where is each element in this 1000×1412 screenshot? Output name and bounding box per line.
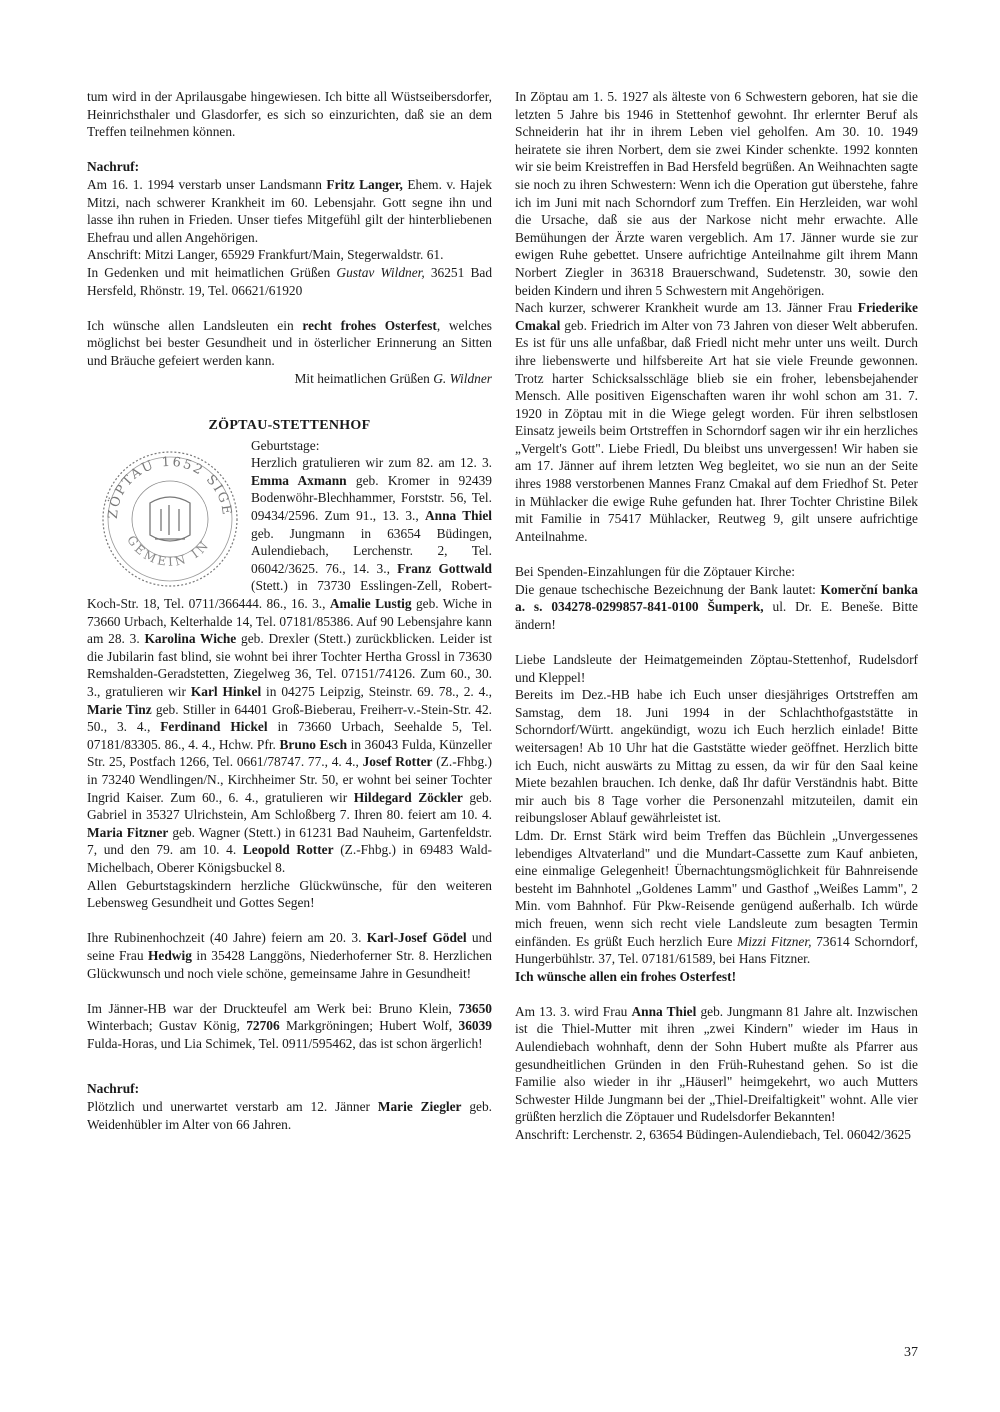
meeting-greeting: Liebe Landsleute der Heimatgemeinden Zöptau-Stettenhof, Rudelsdorf und Kleppel! bbox=[515, 652, 918, 685]
obituary-ziegler: Nachruf: Plötzlich und unerwartet verstarb am 12. Jänner Marie Ziegler geb. Weidenhübler im Alter von 66 Jahren. bbox=[87, 1081, 492, 1132]
obituary-text: Am 16. 1. 1994 verstarb unser Landsmann Fritz Langer, Ehem. v. Hajek Mitzi, nach schwerer Krankheit im 60. Lebensjahr. Gott segne ihn und lasse ihn ruhen in Frieden. Unser tiefes Mitgefühl gilt der hinterbliebenen Ehefrau und allen Angehörigen. bbox=[87, 176, 492, 245]
obituary-heading: Nachruf: bbox=[87, 159, 140, 175]
ziegler-biography: In Zöptau am 1. 5. 1927 als älteste von 6 Schwestern geboren, hat sie die letzten 5 Jahre bis 1946 in Stettenhof gewohnt. Ihr erlernter Beruf als Schneiderin hat ihr in ihrem Leben viel geholfen. Am 30. 10. 1949 heiratete sie ihren Norbert, dem sie zwei Kinder schenkte. 1992 konnten wir sie beim Kreistreffen in Bad Hersfeld begrüßen. An Weihnachten sagte sie noch zu ihren Schwestern: Wenn ich die Operation gut überstehe, fahre ich im Juni mit nach Schorndorf zum Treffen. Ein Herzleiden, war wohl die Ursache, daß sie aus der Narkose nicht mehr erwachte. Alle Bemühungen der Ärzte waren vergeblich. Am 17. Jänner wurde sie zur ewigen Ruhe gebettet. Unsere aufrichtige Anteilnahme gilt ihrem Mann Norbert Ziegler in 36318 Brauerschwand, Sudetenstr. 30, sowie den beiden Kindern und ihren 5 Schwestern mit Angehörigen. bbox=[515, 89, 918, 298]
left-column bbox=[87, 88, 492, 1133]
page-number: 37 bbox=[904, 1345, 918, 1360]
meeting-announcement: Liebe Landsleute der Heimatgemeinden Zöptau-Stettenhof, Rudelsdorf und Kleppel! Bereits im Dez.-HB habe ich Euch unser diesjähriges Ortstreffen am Samstag, dem 18. Juni 1994 in der Schlachthofgaststätte in Schorndorf/Württ. angekündigt, wozu ich Euch herzlich einlade! Bitte weitersagen! Ab 10 Uhr hat die Gaststätte wieder geöffnet. Herzlich bitte ich Euch, nicht auswärts zu Mittag zu essen, da wir für den Saal keine Miete bezahlen brauchen. Ich denke, daß Ihr dafür Verständnis habt. Bitte mir auch bis 8 Tage vorher die Personenzahl mitzuteilen, damit ein reibungsloser Ablauf gewährleistet ist. Ldm. Dr. Ernst Stärk wird beim Treffen das Büchlein „Unvergessenes lebendiges Altvaterland" und die Mundart-Cassette zum Kauf anbieten, eine einmalige Gelegenheit! Übernachtungsmöglichkeit für Bahnreisende besteht im Bahnhotel „Goldenes Lamm" und Gasthof „Weißes Lamm", 2 Min. vom Bahnhof. Für Pkw-Reisende genügend außerhalb. Ich würde mich freuen, wenn sich recht viele Landsleute zum besagten Termin einfänden. Es grüßt Euch herzlich Eure Mizzi Fitzner, 73614 Schorndorf, Hungerbühlstr. 37, Tel. 07181/61589, bei Hans Fitzner. Ich wünsche allen ein frohes Osterfest! bbox=[515, 652, 918, 984]
obituary-cmakal: Nach kurzer, schwerer Krankheit wurde am 13. Jänner Frau Friederike Cmakal geb. Friedrich im Alter von 73 Jahren von dieser Welt abberufen. Es ist für uns alle unfaßbar, daß Friedl nicht mehr unter uns weilt. Durch ihre liebenswerte und hilfsbereite Art hat sie viele Freunde gewonnen. Trotz harter Schicksalsschläge blieb sie ein froher, lebensbejahender Mensch. Alle positiven Eigenschaften waren ihr wohl schon am 31. 7. 1920 in Zöptau mit in die Wiege gelegt worden. Für ihren selbstlosen Einsatz jeweils beim Ortstreffen in Schorndorf sagen wir ihr ein herzliches „Vergelt's Gott". Liebe Friedl, Du bleibst uns unvergessen! Wir haben sie am 17. Jänner auf ihrem letzten Weg begleitet, wo sie nun an der Seite ihres 1988 verstorbenen Mannes Franz Cmakal auf dem Friedhof St. Peter in Mühlacker die ewige Ruhe gefunden hat. Ihrer Tochter Christine Bilek mit Familie in 75417 Mühlacker, Reutweg 9, gilt unsere aufrichtige Anteilnahme. bbox=[515, 300, 918, 544]
obituary-signoff: In Gedenken und mit heimatlichen Grüßen Gustav Wildner, 36251 Bad Hersfeld, Rhönstr. 19, Tel. 06621/61920 bbox=[87, 264, 493, 298]
thiel-address: Anschrift: Lerchenstr. 2, 63654 Büdingen-Aulendiebach, Tel. 06042/3625 bbox=[515, 1127, 911, 1143]
municipal-seal bbox=[95, 443, 245, 591]
ruby-wedding: Ihre Rubinenhochzeit (40 Jahre) feiern am 20. 3. Karl-Josef Gödel und seine Frau Hedwig in 35428 Langgöns, Niederhoferner Str. 8. Herzlichen Glückwunsch und noch viele schöne, gemeinsame Jahre in Gesundheit! bbox=[87, 930, 493, 981]
birthdays-label: Geburtstage: bbox=[251, 437, 320, 453]
signer-name: Gustav Wildner, bbox=[336, 264, 425, 280]
right-column bbox=[515, 88, 918, 1144]
intro-paragraph: tum wird in der Aprilausgabe hingewiesen. Ich bitte all Wüstseibersdorfer, Heinrichsthaler und Glasdorfer, es sich so einzurichten, daß sie an dem Treffen teilnehmen können. bbox=[87, 89, 492, 140]
obituary-heading: Nachruf: bbox=[87, 1081, 140, 1097]
deceased-name: Fritz Langer, bbox=[326, 176, 403, 192]
meeting-closing: Ich wünsche allen ein frohes Osterfest! bbox=[515, 968, 737, 984]
birthdays-list: Herzlich gratulieren wir zum 82. am 12. 3. Emma Axmann geb. Kromer in 92439 Bodenwöhr-Blechhammer, Forststr. 56, Tel. 09434/2596. Zum 91., 13. 3., Anna Thiel geb. Jungmann in 63654 Büdingen, Aulendiebach, Lerchenstr. 2, Tel. 06042/3625. 76., 14. 3., Franz Gottwald (Stett.) in 73730 Esslingen-Zell, Robert-Koch-Str. 18, Tel. 0711/366444. 86., 16. 3., Amalie Lustig geb. Wiche in 73660 Urbach, Kelterhalde 14, Tel. 07181/85386. Auf 90 Lebensjahre kann am 28. 3. Karolina Wiche geb. Drexler (Stett.) zurückblicken. Leider ist die Jubilarin fast blind, sie wohnt bei ihrer Tochter Hertha Grossl in 73630 Remshalden-Geradstetten, Ziegelweg 36, Tel. 07151/74126. Zum 60., 30. 3., gratulieren wir Karl Hinkel in 04275 Leipzig, Steinstr. 69. 78., 2. 4., Marie Tinz geb. Stiller in 64401 Groß-Bieberau, Freiherr-v.-Stein-Str. 42. 50., 3. 4., Ferdinand Hickel in 73660 Urbach, Seehalde 5, Tel. 07181/83305. 86., 4. 4., Hchw. Pfr. Bruno Esch in 36043 Fulda, Künzeller Str. 25, Postfach 1266, Tel. 0661/78747. 77., 4. 4., Josef Rotter (Z.-Fhbg.) in 73240 Wendlingen/N., Kirchheimer Str. 50, er wohnt bei seiner Tochter Ingrid Kaiser. Zum 60., 6. 4., gratulieren wir Hildegard Zöckler geb. Gabriel in 35327 Ulrichstein, Am Schloßberg 7. Ihren 80. feiert am 10. 4. Maria Fitzner geb. Wagner (Stett.) in 61231 Bad Nauheim, Gartenfeldstr. 7, und den 79. am 10. 4. Leopold Rotter (Z.-Fhbg.) in 69483 Wald-Michelbach, Oberer Königsbuckel 8. bbox=[87, 455, 493, 875]
birthdays-closing: Allen Geburtstagskindern herzliche Glückwünsche, für den weiteren Lebensweg Gesundheit und Gottes Segen! bbox=[87, 877, 492, 911]
easter-signature: Mit heimatlichen Grüßen G. Wildner bbox=[294, 370, 492, 386]
easter-greeting: Ich wünsche allen Landsleuten ein recht frohes Osterfest, welches möglichst bei bester Gesundheit und in österlicher Erinnerung an Sitten und Bräuche gefeiert werden kann. Mit heimatlichen Grüßen G. Wildner bbox=[87, 317, 493, 386]
errata-notice: Im Jänner-HB war der Druckteufel am Werk bei: Bruno Klein, 73650 Winterbach; Gustav König, 72706 Markgröningen; Hubert Wolf, 36039 Fulda-Horas, und Lia Schimek, Tel. 0911/595462, das ist schon ärgerlich! bbox=[87, 1000, 492, 1051]
svg-text:ZÖPTAU 1652 SIGEL DER: ZÖPTAU 1652 SIGE bbox=[105, 454, 235, 520]
seal-image bbox=[95, 443, 245, 591]
bank-details: Bei Spenden-Einzahlungen für die Zöptauer Kirche: Die genaue tschechische Bezeichnung der Bank lautet: Komerční banka a. s. 034278-0299857-841-0100 Šumperk, ul. Dr. E. Beneše. Bitte ändern! bbox=[515, 564, 918, 632]
thiel-notice: Am 13. 3. wird Frau Anna Thiel geb. Jungmann 81 Jahre alt. Inzwischen ist die Thiel-Mutter mit ihren „zwei Kindern" wieder im Haus in Aulendiebach wohnhaft, denn der Sohn Hubert mußte als Pfarrer aus gesundheitlichen Gründen in den Früh-Ruhestand gehen. So ist die Familie also wieder in ihr „Häuserl" heimgekehrt, wo auch Mutters Schwester Hilde Jungmann bei der „Thiel-Dreifaltigkeit" wohnt. Alle vier grüßten herzlich die Zöptauer und Rudelsdorfer Bekannten! Anschrift: Lerchenstr. 2, 63654 Büdingen-Aulendiebach, Tel. 06042/3625 bbox=[515, 1003, 919, 1143]
obituary-address: Anschrift: Mitzi Langer, 65929 Frankfurt/Main, Stegerwaldstr. 61. bbox=[87, 247, 444, 263]
svg-text:GEMEIN IN: GEMEIN IN bbox=[124, 532, 213, 569]
section-title: ZÖPTAU-STETTENHOF bbox=[208, 418, 371, 434]
birthdays-block bbox=[87, 437, 492, 912]
obituary-langer bbox=[87, 158, 492, 299]
